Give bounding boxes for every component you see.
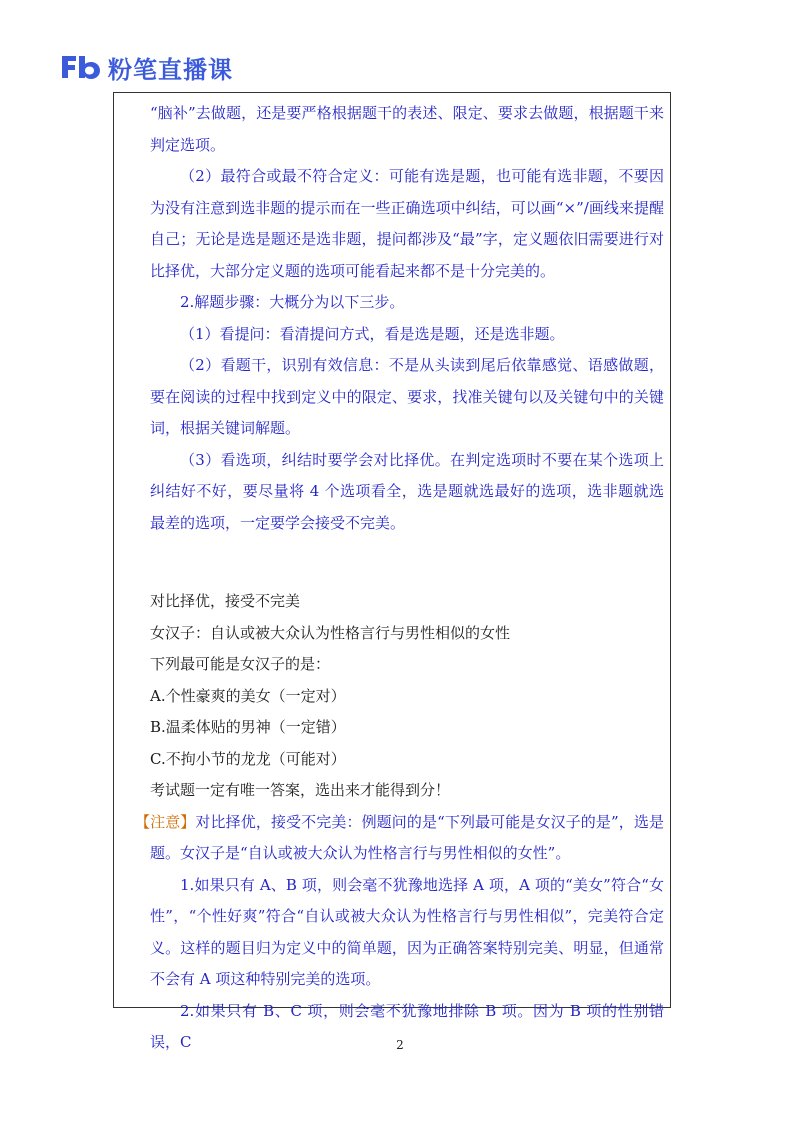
example-line: 考试题一定有唯一答案，选出来才能得到分！ (150, 781, 451, 799)
paragraph: （2）看题干，识别有效信息：不是从头读到尾后依靠感觉、语感做题，要在阅读的过程中找到定义中的限定、要求，找准关键句以及关键句中的关键词，根据关键词解题。 (150, 356, 664, 437)
paragraph: 2.解题步骤：大概分为以下三步。 (180, 293, 405, 311)
note-label: 【注意】 (135, 812, 196, 831)
paragraph: 1.如果只有 A、B 项，则会毫不犹豫地选择 A 项，A 项的“美女”符合“女性”，“个性好爽”符合“自认或被大众认为性格言行与男性相似”，完美符合定义。这样的题目归为定义中的简单题，因为正确答案特别完美、明显，但通常不会有 A 项这种特别完美的选项。 (150, 875, 664, 988)
example-line: C.不拘小节的龙龙（可能对） (150, 749, 346, 768)
example-line: B.温柔体贴的男神（一定错） (150, 718, 346, 736)
paragraph: （2）最符合或最不符合定义：可能有选是题，也可能有选非题，不要因为没有注意到选非题的提示而在一些正确选项中纠结，可以画“×”/画线来提醒自己；无论是选是题还是选非题，提问都涉及“最”字，定义题依旧需要进行对比择优，大部分定义题的选项可能看起来都不是十分完美的。 (150, 167, 664, 280)
document-body (135, 98, 664, 1059)
paragraph: 2.如果只有 B、C 项，则会毫不犹豫地排除 B 项。因为 B 项的性别错误，C (150, 1001, 664, 1051)
note-text: 对比择优，接受不完美：例题问的是“下列最可能是女汉子的是”，选是题。女汉子是“自认或被大众认为性格言行与男性相似的女性”。 (150, 812, 664, 862)
note-paragraph (135, 807, 664, 870)
spacer (150, 539, 664, 586)
example-line: 女汉子：自认或被大众认为性格言行与男性相似的女性 (150, 623, 511, 642)
page-number: 2 (396, 1038, 404, 1052)
example-block (150, 586, 664, 807)
brand-name: 粉笔直播课 (108, 55, 233, 84)
paragraph: （3）看选项，纠结时要学会对比择优。在判定选项时不要在某个选项上纠结好不好，要尽量将 4 个选项看全，选是题就选最好的选项，选非题就选最差的选项，一定要学会接受不完美。 (150, 450, 664, 532)
paragraph: “脑补”去做题，还是要严格根据题干的表述、限定、要求去做题，根据题干来判定选项。 (150, 104, 664, 154)
example-line: 对比择优，接受不完美 (150, 592, 301, 610)
example-line: 下列最可能是女汉子的是： (150, 655, 331, 673)
example-line: A.个性豪爽的美女（一定对） (150, 686, 346, 705)
paragraph: （1）看提问：看清提问方式，看是选是题，还是选非题。 (180, 324, 565, 343)
fb-logo-icon (60, 52, 102, 82)
brand-header (60, 50, 233, 84)
